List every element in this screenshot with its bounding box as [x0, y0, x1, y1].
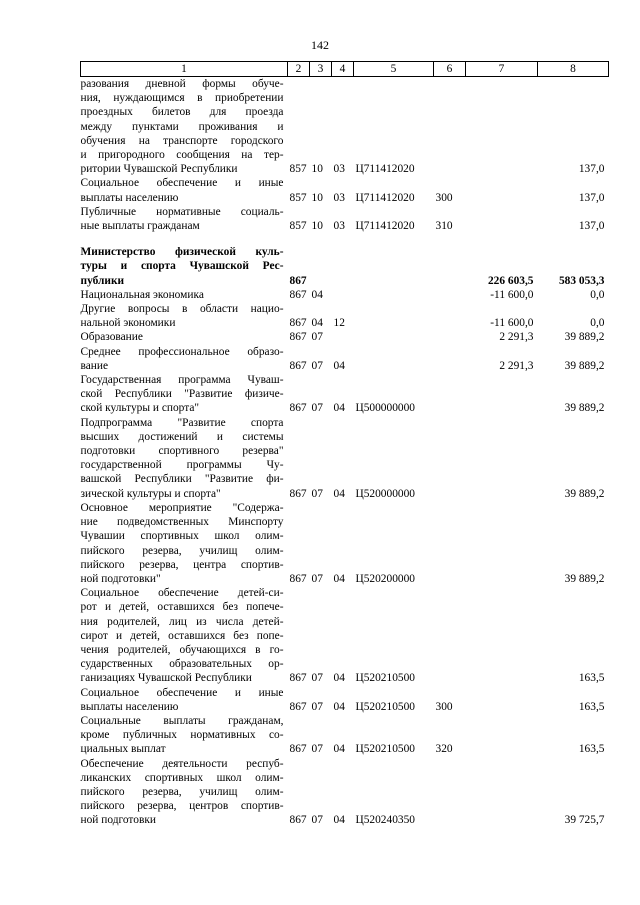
description-line: ния, нуждающимся в приобретении: [80, 92, 284, 105]
amount-change: [466, 77, 538, 177]
table-row: [81, 345, 609, 373]
spacer-row: [81, 233, 609, 245]
target-article-code: [354, 302, 434, 330]
row-description: [81, 686, 288, 714]
subsection-code: 03: [333, 191, 345, 204]
description-line: Социальное обеспечение детей-си-: [80, 587, 284, 600]
ministry-code: 867: [289, 317, 307, 330]
description-line: выплаты населению: [80, 700, 179, 713]
description-line: вашской Республики "Развитие фи-: [80, 473, 284, 486]
target-article-code: Ц520000000: [355, 487, 415, 500]
budget-table: [80, 61, 609, 828]
table-row: [81, 686, 609, 714]
expense-type-code: [434, 373, 466, 416]
amount-total: 39 889,2: [564, 359, 605, 372]
expense-type-code: 300: [435, 700, 453, 713]
section-code: 04: [311, 317, 323, 330]
amount-total: 39 889,2: [564, 402, 605, 415]
target-article-code: [354, 345, 434, 373]
subsection-code: 04: [333, 487, 345, 500]
description-line: ной подготовки: [80, 814, 156, 827]
amount-total: 137,0: [578, 191, 605, 204]
description-line: Социальное обеспечение и иные: [80, 177, 284, 190]
column-header: 8: [538, 62, 609, 77]
description-line: ликанских спортивных школ олим-: [80, 771, 284, 784]
row-description: [81, 245, 288, 288]
description-line: Образование: [80, 331, 143, 344]
expense-type-code: [434, 586, 466, 685]
description-line: Социальное обеспечение и иные: [80, 686, 284, 699]
description-line: пийского резерва, училищ олим-: [80, 544, 284, 557]
description-line: сирот и детей, оставшихся без попе-: [80, 629, 284, 642]
target-article-code: Ц520210500: [355, 743, 415, 756]
table-row: [81, 288, 609, 302]
section-code: 10: [311, 220, 323, 233]
section-code: 10: [311, 191, 323, 204]
ministry-code: 867: [289, 487, 307, 500]
target-article-code: Ц500000000: [355, 402, 415, 415]
amount-change: [466, 176, 538, 204]
target-article-code: Ц711412020: [355, 220, 415, 233]
section-code: 10: [311, 163, 323, 176]
amount-change: 2 291,3: [499, 359, 534, 372]
description-line: подготовки спортивного резерва": [80, 445, 284, 458]
description-line: нальной экономики: [80, 317, 176, 330]
column-header: 4: [332, 62, 354, 77]
column-header: 2: [288, 62, 310, 77]
table-row: [81, 373, 609, 416]
subsection-code: 04: [333, 672, 345, 685]
row-description: [81, 77, 288, 177]
table-body: [81, 77, 609, 828]
expense-type-code: [434, 345, 466, 373]
description-line: проездных билетов для проезда: [80, 106, 284, 119]
amount-change: 2 291,3: [499, 331, 534, 344]
amount-change: [466, 205, 538, 233]
amount-change: [466, 373, 538, 416]
amount-total: 39 889,2: [564, 487, 605, 500]
amount-total: 163,5: [578, 700, 605, 713]
description-line: публики: [80, 274, 125, 287]
expense-type-code: [434, 245, 466, 288]
ministry-code: 867: [289, 359, 307, 372]
row-description: [81, 757, 288, 828]
table-row: [81, 77, 609, 177]
section-code: [310, 245, 332, 288]
description-line: Основное мероприятие "Содержа-: [80, 501, 284, 514]
subsection-code: 04: [333, 743, 345, 756]
expense-type-code: [434, 416, 466, 501]
subsection-code: [332, 245, 354, 288]
subsection-code: 04: [333, 402, 345, 415]
section-code: 07: [311, 743, 323, 756]
expense-type-code: [434, 77, 466, 177]
table-row: [81, 302, 609, 330]
description-line: между пунктами проживания и: [80, 120, 284, 133]
description-line: Публичные нормативные социаль-: [80, 205, 284, 218]
description-line: ганизациях Чувашской Республики: [80, 672, 252, 685]
description-line: высших достижений и системы: [80, 430, 284, 443]
column-header: 1: [81, 62, 288, 77]
ministry-code: 867: [289, 672, 307, 685]
description-line: ритории Чувашской Республики: [80, 163, 238, 176]
row-description: [81, 205, 288, 233]
expense-type-code: 310: [435, 220, 453, 233]
ministry-code: 867: [289, 572, 307, 585]
target-article-code: [354, 330, 434, 344]
description-line: ние подведомственных Минспорту: [80, 516, 284, 529]
ministry-code: 867: [289, 814, 307, 827]
ministry-code: 857: [289, 220, 307, 233]
description-line: Социальные выплаты гражданам,: [80, 714, 284, 727]
table-row: [81, 330, 609, 344]
row-description: [81, 501, 288, 586]
target-article-code: Ц520210500: [355, 700, 415, 713]
description-line: ные выплаты гражданам: [80, 220, 200, 233]
description-line: Министерство физической куль-: [80, 246, 284, 259]
description-line: туры и спорта Чувашской Рес-: [80, 260, 284, 273]
page-number: 142: [311, 38, 329, 52]
column-header: 3: [310, 62, 332, 77]
amount-change: [466, 714, 538, 757]
description-line: рот и детей, оставшихся без попече-: [80, 601, 284, 614]
table-row: [81, 501, 609, 586]
ministry-code: 867: [289, 700, 307, 713]
expense-type-code: [434, 330, 466, 344]
row-description: [81, 586, 288, 685]
ministry-code: 867: [289, 288, 307, 301]
target-article-code: Ц711412020: [355, 163, 415, 176]
section-code: 04: [311, 288, 323, 301]
amount-total: 0,0: [590, 317, 605, 330]
amount-total: 137,0: [578, 220, 605, 233]
amount-change: [466, 757, 538, 828]
expense-type-code: [434, 501, 466, 586]
amount-change: -11 600,0: [490, 317, 534, 330]
table-row: [81, 245, 609, 288]
description-line: пийского резерва, центров спортив-: [80, 800, 284, 813]
amount-change: -11 600,0: [490, 288, 534, 301]
ministry-code: 867: [289, 274, 307, 287]
table-row: [81, 757, 609, 828]
target-article-code: [354, 288, 434, 302]
table-row: [81, 176, 609, 204]
description-line: ния родителей, лиц из числа детей-: [80, 615, 284, 628]
subsection-code: 04: [333, 814, 345, 827]
ministry-code: 857: [289, 163, 307, 176]
row-description: [81, 345, 288, 373]
description-line: пийского резерва, центра спортив-: [80, 558, 284, 571]
subsection-code: 03: [333, 220, 345, 233]
description-line: ной подготовки": [80, 572, 161, 585]
subsection-code: 04: [333, 700, 345, 713]
table-row: [81, 205, 609, 233]
row-description: [81, 176, 288, 204]
description-line: ской Республики "Развитие физиче-: [80, 388, 284, 401]
target-article-code: Ц520200000: [355, 572, 415, 585]
description-line: зической культуры и спорта": [80, 487, 221, 500]
subsection-code: 04: [333, 572, 345, 585]
target-article-code: Ц520240350: [355, 814, 415, 827]
description-line: обучения на транспорте городского: [80, 134, 284, 147]
target-article-code: Ц520210500: [355, 672, 415, 685]
subsection-code: 12: [333, 317, 345, 330]
description-line: разования дневной формы обуче-: [80, 78, 284, 90]
ministry-code: 867: [289, 331, 307, 344]
amount-total: 39 725,7: [564, 814, 605, 827]
amount-change: [466, 686, 538, 714]
description-line: Подпрограмма "Развитие спорта: [80, 416, 284, 429]
description-line: государственной программы Чу-: [80, 459, 284, 472]
expense-type-code: [434, 288, 466, 302]
expense-type-code: [434, 302, 466, 330]
amount-total: 163,5: [578, 743, 605, 756]
column-header: 6: [434, 62, 466, 77]
amount-total: 39 889,2: [564, 572, 605, 585]
amount-total: 39 889,2: [564, 331, 605, 344]
column-header: 5: [354, 62, 434, 77]
ministry-code: 867: [289, 743, 307, 756]
ministry-code: 857: [289, 191, 307, 204]
subsection-code: [332, 330, 354, 344]
row-description: [81, 302, 288, 330]
section-code: 07: [311, 359, 323, 372]
description-line: Государственная программа Чуваш-: [80, 374, 284, 387]
description-line: выплаты населению: [80, 191, 179, 204]
header-row: [81, 62, 609, 77]
amount-change: 226 603,5: [487, 274, 534, 287]
description-line: пийского резерва, училищ олим-: [80, 785, 284, 798]
expense-type-code: 300: [435, 191, 453, 204]
amount-total: 0,0: [590, 288, 605, 301]
description-line: кроме публичных нормативных со-: [80, 729, 284, 742]
table-row: [81, 416, 609, 501]
section-code: 07: [311, 402, 323, 415]
description-line: Другие вопросы в области нацио-: [80, 303, 284, 316]
amount-total: 137,0: [578, 163, 605, 176]
description-line: Среднее профессиональное образо-: [80, 345, 284, 358]
description-line: сударственных образовательных ор-: [80, 658, 284, 671]
amount-change: [466, 586, 538, 685]
row-description: [81, 714, 288, 757]
section-code: 07: [311, 487, 323, 500]
row-description: [81, 373, 288, 416]
table-row: [81, 586, 609, 685]
section-code: 07: [311, 672, 323, 685]
subsection-code: [332, 288, 354, 302]
row-description: [81, 416, 288, 501]
row-description: [81, 330, 288, 344]
description-line: чения родителей, обучающихся в го-: [80, 643, 284, 656]
description-line: вание: [80, 359, 109, 372]
amount-total: 583 053,3: [558, 274, 605, 287]
subsection-code: 04: [333, 359, 345, 372]
description-line: ской культуры и спорта": [80, 402, 200, 415]
table-row: [81, 714, 609, 757]
description-line: Национальная экономика: [80, 288, 204, 301]
expense-type-code: [434, 757, 466, 828]
row-description: [81, 288, 288, 302]
description-line: Обеспечение деятельности респуб-: [80, 757, 284, 770]
expense-type-code: 320: [435, 743, 453, 756]
target-article-code: [354, 245, 434, 288]
section-code: 07: [311, 700, 323, 713]
section-code: 07: [311, 572, 323, 585]
ministry-code: 867: [289, 402, 307, 415]
section-code: 07: [311, 331, 323, 344]
column-header: 7: [466, 62, 538, 77]
description-line: циальных выплат: [80, 743, 166, 756]
description-line: и пригородного сообщения на тер-: [80, 149, 284, 162]
amount-change: [466, 501, 538, 586]
subsection-code: 03: [333, 163, 345, 176]
description-line: Чувашии спортивных школ олим-: [80, 530, 284, 543]
section-code: 07: [311, 814, 323, 827]
target-article-code: Ц711412020: [355, 191, 415, 204]
amount-change: [466, 416, 538, 501]
amount-total: 163,5: [578, 672, 605, 685]
